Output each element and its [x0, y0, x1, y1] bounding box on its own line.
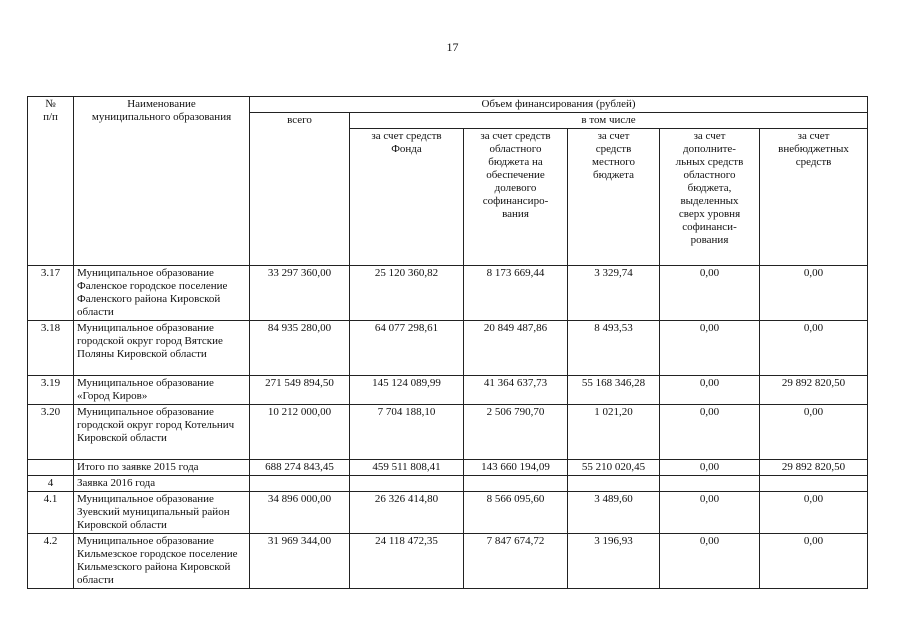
cell-regional — [464, 476, 568, 492]
cell-fund: 64 077 298,61 — [350, 321, 464, 376]
header-regional: за счет средств областного бюджета на обеспечение долевого софинансиро- вания — [464, 129, 568, 266]
financing-table — [27, 96, 868, 589]
cell-total: 10 212 000,00 — [250, 405, 350, 460]
cell-additional — [660, 476, 760, 492]
cell-additional: 0,00 — [660, 376, 760, 405]
cell-fund: 24 118 472,35 — [350, 534, 464, 589]
cell-fund: 7 704 188,10 — [350, 405, 464, 460]
table-row — [28, 492, 868, 534]
row-name: Муниципальное образование Зуевский муниципальный район Кировской области — [74, 492, 250, 534]
cell-additional: 0,00 — [660, 321, 760, 376]
header-volume: Объем финансирования (рублей) — [250, 97, 868, 113]
cell-regional: 7 847 674,72 — [464, 534, 568, 589]
cell-regional: 20 849 487,86 — [464, 321, 568, 376]
row-name: Заявка 2016 года — [74, 476, 250, 492]
header-extrabudget: за счет внебюджетных средств — [760, 129, 868, 266]
row-name: Муниципальное образование Кильмезское городское поселение Кильмезского района Кировской области — [74, 534, 250, 589]
row-num — [28, 460, 74, 476]
table-row — [28, 405, 868, 460]
cell-extrabudget: 0,00 — [760, 321, 868, 376]
cell-fund: 25 120 360,82 — [350, 266, 464, 321]
row-name: Муниципальное образование «Город Киров» — [74, 376, 250, 405]
cell-total: 84 935 280,00 — [250, 321, 350, 376]
cell-regional: 2 506 790,70 — [464, 405, 568, 460]
header-row-1 — [28, 97, 868, 113]
cell-local: 55 168 346,28 — [568, 376, 660, 405]
cell-total: 688 274 843,45 — [250, 460, 350, 476]
cell-local: 3 329,74 — [568, 266, 660, 321]
cell-additional: 0,00 — [660, 460, 760, 476]
cell-local: 3 196,93 — [568, 534, 660, 589]
cell-extrabudget: 0,00 — [760, 266, 868, 321]
cell-local: 3 489,60 — [568, 492, 660, 534]
row-name: Муниципальное образование городской округ город Вятские Поляны Кировской области — [74, 321, 250, 376]
cell-regional: 143 660 194,09 — [464, 460, 568, 476]
header-name: Наименование муниципального образования — [74, 97, 250, 266]
cell-fund — [350, 476, 464, 492]
cell-additional: 0,00 — [660, 266, 760, 321]
cell-extrabudget: 29 892 820,50 — [760, 460, 868, 476]
row-num: 4.1 — [28, 492, 74, 534]
cell-extrabudget: 0,00 — [760, 405, 868, 460]
header-including: в том числе — [350, 113, 868, 129]
cell-regional: 8 173 669,44 — [464, 266, 568, 321]
row-num: 4 — [28, 476, 74, 492]
header-fund: за счет средств Фонда — [350, 129, 464, 266]
cell-extrabudget: 0,00 — [760, 534, 868, 589]
cell-total: 34 896 000,00 — [250, 492, 350, 534]
cell-additional: 0,00 — [660, 492, 760, 534]
header-total: всего — [250, 113, 350, 266]
cell-total: 31 969 344,00 — [250, 534, 350, 589]
table-row — [28, 534, 868, 589]
cell-regional: 41 364 637,73 — [464, 376, 568, 405]
cell-extrabudget: 0,00 — [760, 492, 868, 534]
total-row — [28, 460, 868, 476]
row-name: Итого по заявке 2015 года — [74, 460, 250, 476]
table-row — [28, 266, 868, 321]
cell-total — [250, 476, 350, 492]
cell-additional: 0,00 — [660, 405, 760, 460]
cell-fund: 459 511 808,41 — [350, 460, 464, 476]
header-local: за счет средств местного бюджета — [568, 129, 660, 266]
row-name: Муниципальное образование городской округ город Котельнич Кировской области — [74, 405, 250, 460]
page-number: 17 — [446, 40, 459, 54]
cell-local: 8 493,53 — [568, 321, 660, 376]
cell-total: 271 549 894,50 — [250, 376, 350, 405]
cell-additional: 0,00 — [660, 534, 760, 589]
cell-fund: 26 326 414,80 — [350, 492, 464, 534]
cell-extrabudget — [760, 476, 868, 492]
cell-local — [568, 476, 660, 492]
header-num: № п/п — [28, 97, 74, 266]
section-row — [28, 476, 868, 492]
row-num: 4.2 — [28, 534, 74, 589]
table-row — [28, 321, 868, 376]
cell-local: 1 021,20 — [568, 405, 660, 460]
header-additional: за счет дополните- льных средств областного бюджета, выделенных сверх уровня софинанси- рования — [660, 129, 760, 266]
cell-total: 33 297 360,00 — [250, 266, 350, 321]
row-num: 3.18 — [28, 321, 74, 376]
table-row — [28, 376, 868, 405]
cell-extrabudget: 29 892 820,50 — [760, 376, 868, 405]
cell-fund: 145 124 089,99 — [350, 376, 464, 405]
row-num: 3.17 — [28, 266, 74, 321]
cell-local: 55 210 020,45 — [568, 460, 660, 476]
row-name: Муниципальное образование Фаленское городское поселение Фаленского района Кировской области — [74, 266, 250, 321]
row-num: 3.19 — [28, 376, 74, 405]
cell-regional: 8 566 095,60 — [464, 492, 568, 534]
row-num: 3.20 — [28, 405, 74, 460]
